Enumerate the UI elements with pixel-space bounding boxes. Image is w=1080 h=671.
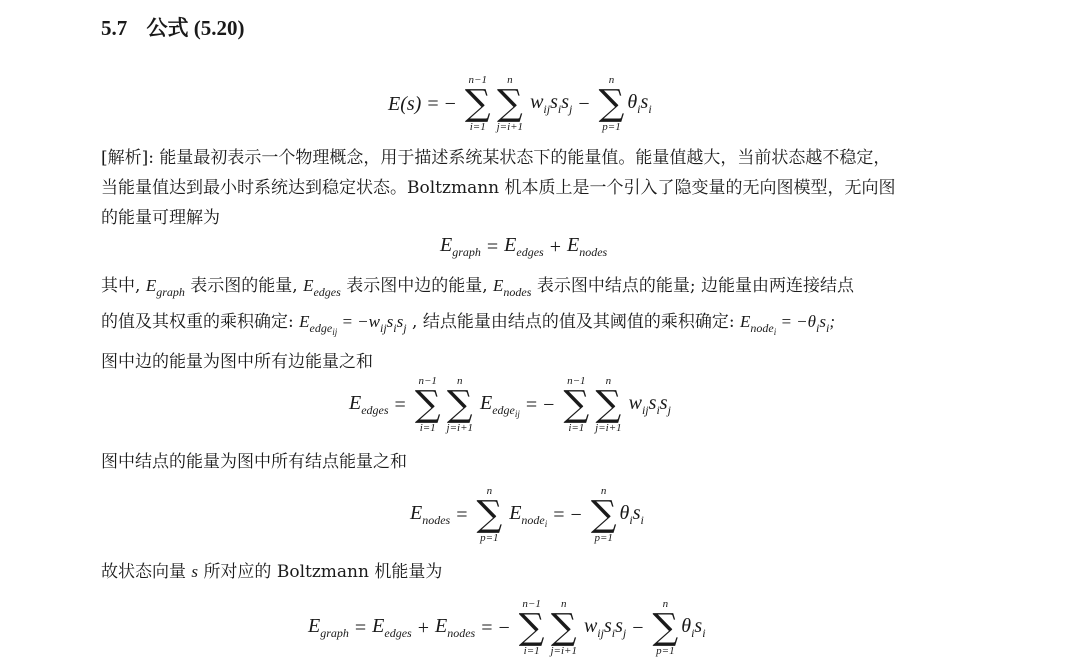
sum-symbol: n−1 ∑ i=1	[464, 74, 491, 133]
equation-nodes-energy: $E_{nodes}$ = n ∑ p=1 $E_{node_i}$ = − n ∑ p=1 $\theta_is_i$	[410, 485, 644, 544]
paragraph-text: 表示图的能量,	[190, 276, 298, 296]
sum-symbol: n ∑ p=1	[476, 485, 503, 544]
analysis-tag: [解析]	[101, 148, 149, 168]
paragraph-line: 当能量值达到最小时系统达到稳定状态。Boltzmann 机本质上是一个引入了隐变量的无向图模型，无向图	[101, 178, 896, 198]
paragraph-line: 的能量可理解为	[101, 208, 220, 228]
sum-symbol: n ∑ j=i+1	[496, 74, 524, 133]
paragraph-text: 表示图中结点的能量; 边能量由两连接结点	[536, 276, 854, 296]
sum-symbol: n−1 ∑ i=1	[414, 375, 441, 434]
paragraph-text: 故状态向量	[101, 562, 186, 582]
sum-symbol: n ∑ j=i+1	[550, 598, 577, 657]
section-title: 公式 (5.20)	[146, 16, 245, 40]
sum-symbol: n ∑ p=1	[590, 485, 617, 544]
sum-symbol: n ∑ p=1	[652, 598, 679, 657]
paragraph-text: , 结点能量由结点的值及其阈值的乘积确定:	[412, 312, 735, 332]
equation-boltzmann-energy: $E_{graph}$ = $E_{edges}$ + $E_{nodes}$ = − n−1 ∑ i=1 n ∑ j=i+1 $w_{ij}s_is_j$ − n ∑ p=1 $\theta_is_i$	[308, 598, 706, 657]
paragraph-line: 图中边的能量为图中所有边能量之和	[101, 352, 373, 372]
sum-symbol: n ∑ j=i+1	[595, 375, 622, 434]
state-vector-symbol: s	[191, 562, 199, 581]
equation-energy: E(s) = − n−1 ∑ i=1 n ∑ j=i+1 $w_{ij}s_is_j$ − n ∑ p=1 $\theta_is_i$	[388, 74, 652, 133]
equation-graph-energy: $E_{graph}$ = $E_{edges}$ + $E_{nodes}$	[440, 234, 608, 259]
equation-edges-energy: $E_{edges}$ = n−1 ∑ i=1 n ∑ j=i+1 $E_{edge_{ij}}$ = − n−1 ∑ i=1 n ∑ j=i+1 $w_{ij}s_is_j$	[349, 375, 671, 434]
paragraph-text: 表示图中边的能量,	[346, 276, 488, 296]
definition-paragraph: 其中, $E_{graph}$ 表示图的能量, $E_{edges}$ 表示图中边的能量, $E_{nodes}$ 表示图中结点的能量; 边能量由两连接结点 的值及其权重的乘积确定: $E_{edge_{ij}} = -w_{ij}s_is_j$ , 结点能量由结点的值及其阈值的乘积确定: $E_{node_i} = -\theta_is_i$; 图中边的能量为图中所有边能量之和	[101, 271, 854, 377]
paragraph-text: 其中,	[101, 276, 141, 296]
eq1-lhs: E(s)	[388, 92, 422, 115]
sum-symbol: n−1 ∑ i=1	[518, 598, 545, 657]
section-number: 5.7	[101, 16, 128, 40]
analysis-paragraph	[101, 143, 896, 233]
sum-symbol: n−1 ∑ i=1	[563, 375, 590, 434]
section-heading	[101, 12, 245, 42]
paragraph-line: : 能量最初表示一个物理概念，用于描述系统某状态下的能量值。能量值越大，当前状态越不稳定，	[148, 148, 891, 168]
paragraph-text: 的值及其权重的乘积确定:	[101, 312, 294, 332]
sum-symbol: n ∑ j=i+1	[446, 375, 473, 434]
conclusion-paragraph	[101, 557, 442, 587]
sum-symbol: n ∑ p=1	[598, 74, 625, 133]
nodes-paragraph: 图中结点的能量为图中所有结点能量之和	[101, 452, 407, 472]
paragraph-text: 所对应的 Boltzmann 机能量为	[203, 562, 443, 582]
